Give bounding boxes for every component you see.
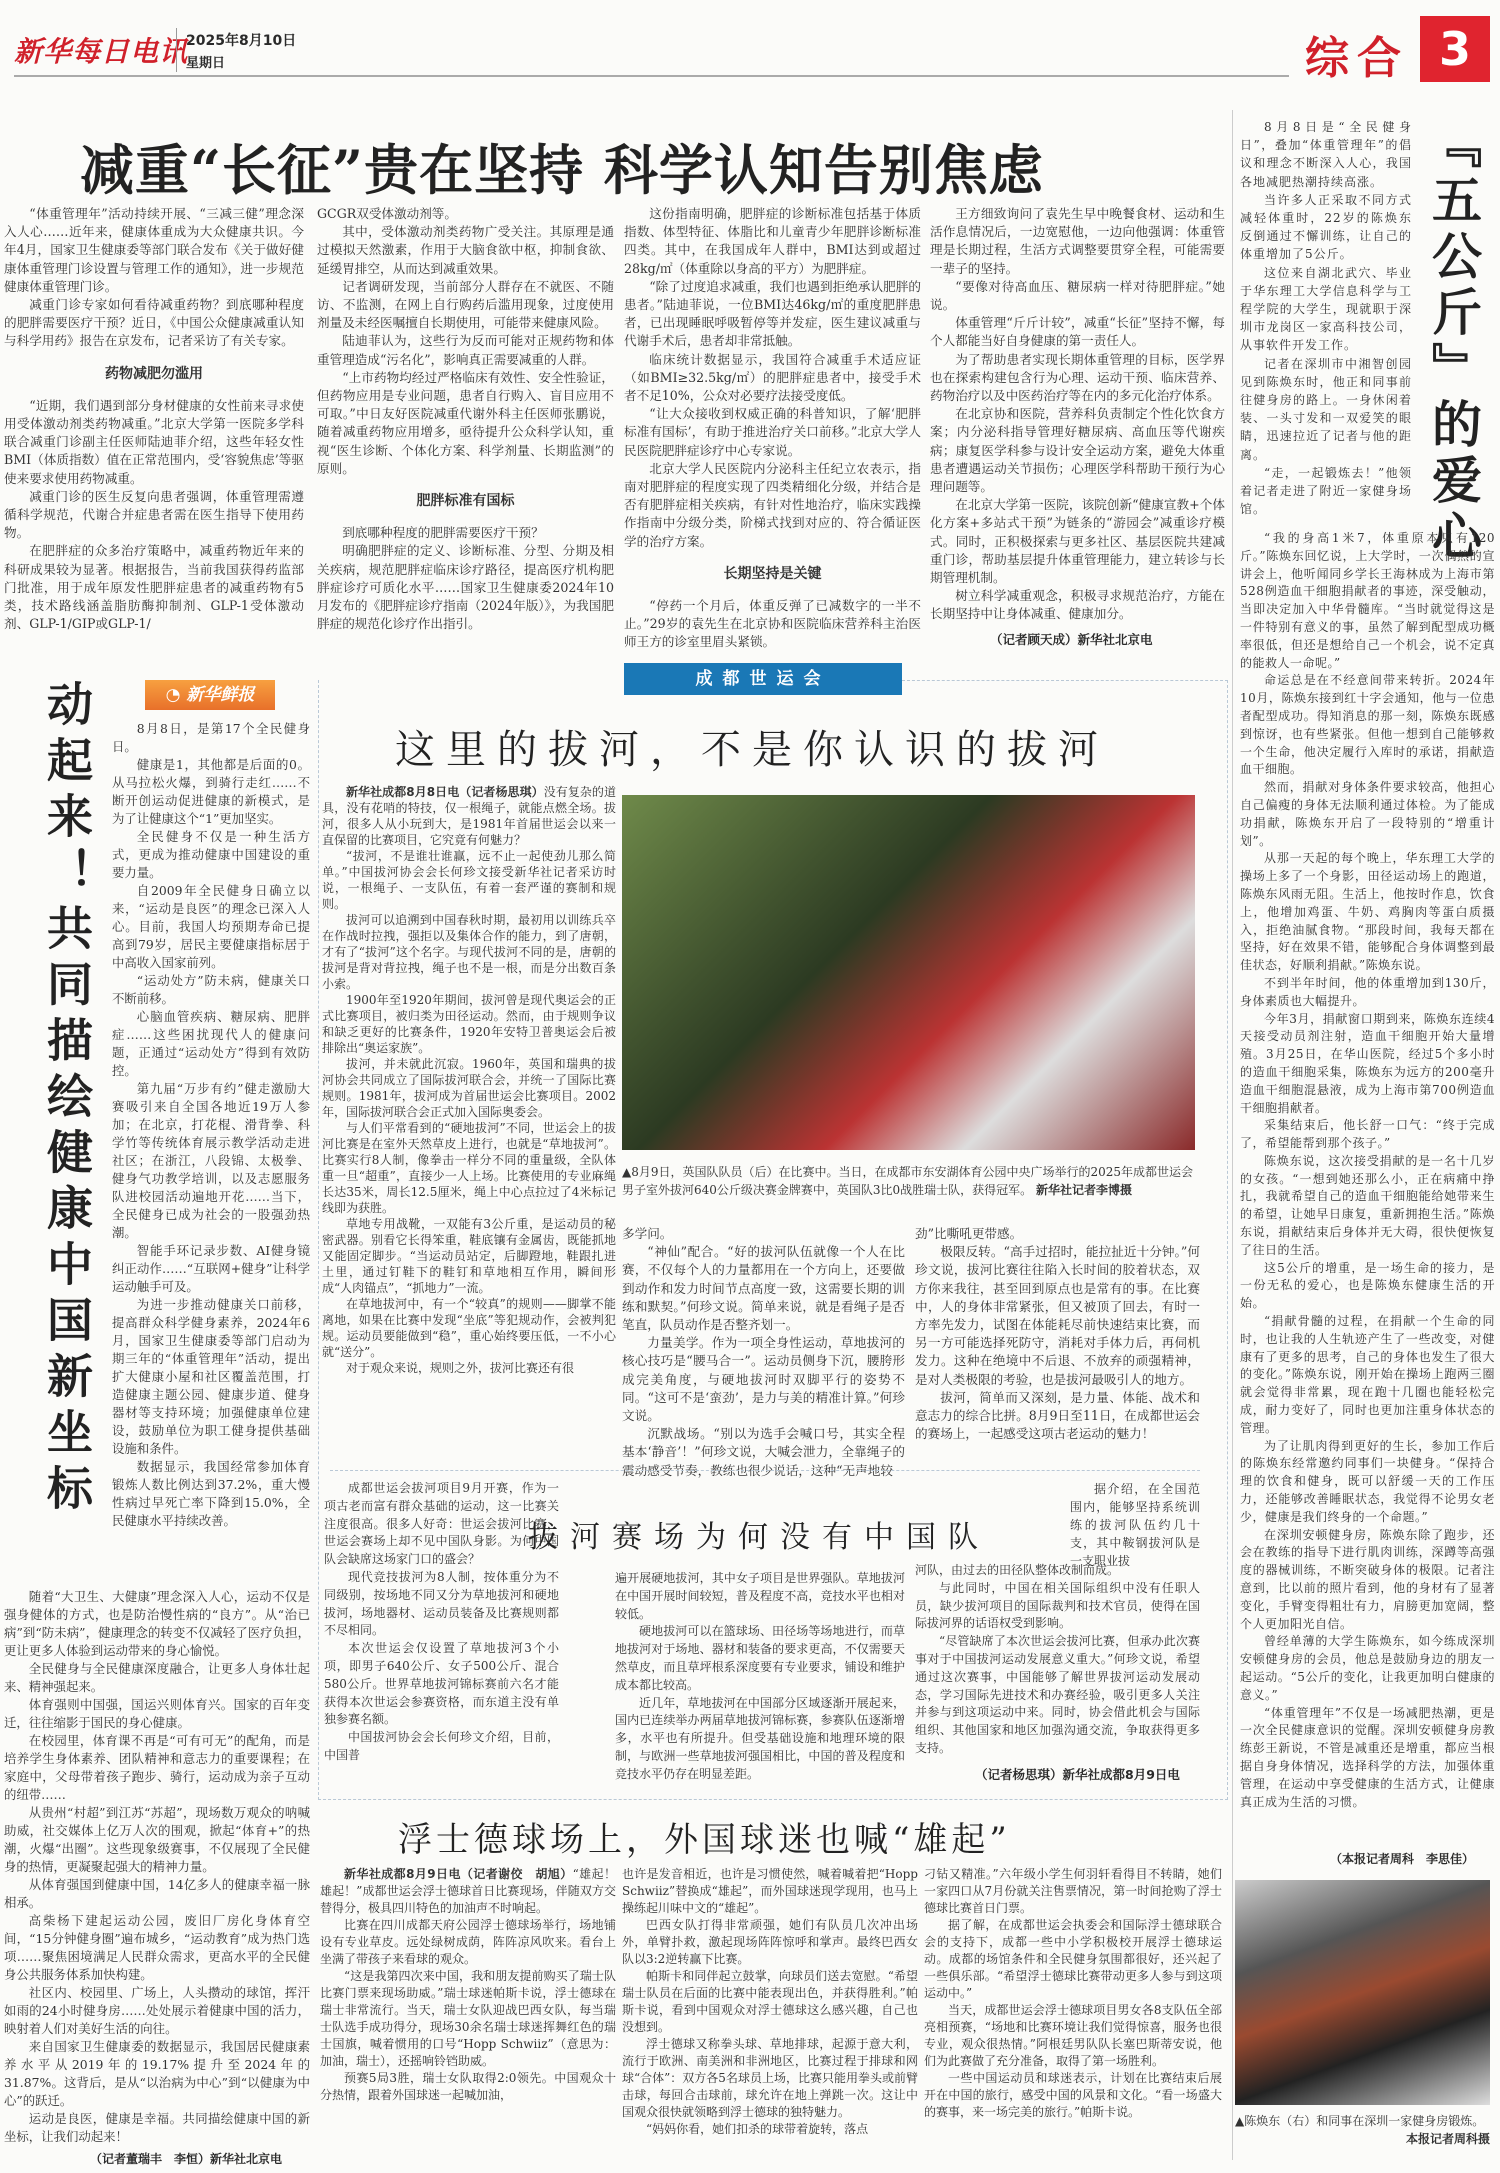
caption-text: ▲陈焕东（右）和同事在深圳一家健身房锻炼。 bbox=[1235, 2114, 1485, 2128]
article-weight-loss-col4 bbox=[930, 205, 1225, 650]
badge-label: 新华鲜报 bbox=[186, 685, 255, 705]
paragraph: 不到半年时间，他的体重增加到130斤，身体素质也大幅提升。 bbox=[1240, 975, 1495, 1008]
paragraph: 体重管理“斤斤计较”，减重“长征”坚持不懈，每个人都能当好自身健康的第一责任人。 bbox=[930, 315, 1225, 349]
subheading: 药物减肥勿滥用 bbox=[105, 365, 203, 382]
paragraph: “要像对待高血压、糖尿病一样对待肥胖症。”她说。 bbox=[930, 278, 1225, 313]
tug-of-war-col2 bbox=[622, 1225, 905, 1478]
paragraph: 多学问。 bbox=[622, 1226, 673, 1241]
paragraph: 到底哪种程度的肥胖需要医疗干预？ bbox=[342, 525, 544, 541]
fistball-col2 bbox=[622, 1866, 918, 2138]
paragraph: 拔河，简单而又深刻，是力量、体能、战术和意志力的综合比拼。8月9日至11日，在成都世运会的赛场上，一起感受这项古老运动的魅力！ bbox=[915, 1389, 1200, 1442]
paragraph: 来自国家卫生健康委的数据显示，我国居民健康素养水平从2019年的19.17%提升至2024年的31.87%。这背后，是从“以治病为中心”到“以健康为中心”的跃迁。 bbox=[4, 2039, 310, 2108]
paragraph: 也许是发音相近，也许是习惯使然，喊着喊着把“Hopp Schwiiz”替换成“雄起”，而外国球迷现学现用，也马上操练起川味中文的“雄起”。 bbox=[622, 1867, 918, 1915]
page-number: 3 bbox=[1420, 16, 1490, 82]
byline: （本报记者周科 李思佳） bbox=[1330, 1852, 1475, 1866]
paragraph: 记者在深圳市中湘智创园见到陈焕东时，他正和同事前往健身房的路上。一身休闲着装、一头寸发和一双爱笑的眼睛，迅速拉近了记者与他的距离。 bbox=[1240, 356, 1412, 462]
paragraph: 其中，受体激动剂类药物广受关注。其原理是通过模拟天然激素，作用于大脑食欲中枢，抑制食欲、延缓胃排空，从而达到减重效果。 bbox=[317, 224, 614, 276]
paragraph: 健康是1，其他都是后面的0。从马拉松火爆，到骑行走红……不断开创运动促进健康的新模式，是为了让健康这个“1”更加坚实。 bbox=[112, 757, 310, 826]
paragraph: “拔河，不是谁壮谁赢，远不止一起使劲儿那么简单。”中国拔河协会会长何珍文接受新华社记者采访时说，一根绳子、一支队伍，有着一套严谨的赛制和规则。 bbox=[322, 849, 616, 911]
paragraph: “体重管理年”活动持续开展、“三减三健”理念深入人心……近年来，健康体重成为大众健康共识。今年4月，国家卫生健康委等部门联合发布《关于做好健康体重管理门诊设置与管理工作的通知》，进一步规范健康体重管理门诊。 bbox=[4, 206, 304, 294]
paragraph: 陈焕东说，这次接受捐献的是一名十几岁的女孩。“一想到她还那么小，正在病痛中挣扎，我就希望自己的造血干细胞能给她带来生的希望，让她早日康复，重新拥抱生活。”陈焕东说，捐献结束后身体并无大碍，很快便恢复了往日的生活。 bbox=[1240, 1153, 1495, 1257]
section-tag: 成都世运会 bbox=[624, 663, 902, 695]
issue-date: 2025年8月10日 bbox=[186, 33, 297, 49]
headline-tug-of-war: 这里的拔河，不是你认识的拔河 bbox=[395, 727, 1109, 773]
paragraph: 力量美学。作为一项全身性运动，草地拔河的核心技巧是“腰马合一”。运动员侧身下沉，腰胯形成完美角度，与硬地拔河时双脚平行的姿势不同。“这可不是‘蛮劲’，是力与美的精准计算。”何珍文说。 bbox=[622, 1335, 905, 1424]
paragraph: 这份指南明确，肥胖症的诊断标准包括基于体质指数、体型特征、体脂比和儿童青少年肥胖诊断标准四类。其中，在我国成年人群中，BMI达到或超过28kg/㎡（体重除以身高的平方）为肥胖症。 bbox=[624, 206, 921, 276]
paragraph: 全民健身与全民健康深度融合，让更多人身体壮起来、精神强起来。 bbox=[4, 1661, 310, 1694]
photo-caption bbox=[622, 1163, 1195, 1199]
subheading: 肥胖标准有国标 bbox=[416, 493, 515, 510]
paragraph: “尽管缺席了本次世运会拔河比赛，但承办此次赛事对于中国拔河运动发展意义重大。”何珍文说，希望通过这次赛事，中国能够了解世界拔河运动发展动态，学习国际先进技术和办赛经验，吸引更多人关注并参与到这项运动中来。同时，协会借此机会与国际组织、其他国家和地区加强沟通交流，争取获得更多支持。 bbox=[915, 1634, 1200, 1755]
paragraph: 为了让肌肉得到更好的生长，参加工作后的陈焕东经常邀约同事们一块健身。“保持合理的饮食和健身，既可以舒缓一天的工作压力，还能够改善睡眠状态，我觉得不论男女老少，健康是我们终身的一个命题。” bbox=[1240, 1438, 1495, 1524]
paragraph: 体育强则中国强，国运兴则体育兴。国家的百年变迁，往往缩影于国民的身心健康。 bbox=[4, 1697, 310, 1730]
paragraph: 一些中国运动员和球迷表示，计划在比赛结束后展开在中国的旅行，感受中国的风景和文化。“看一场盛大的赛事，来一场完美的旅行。”帕斯卡说。 bbox=[924, 2071, 1222, 2119]
paragraph: 命运总是在不经意间带来转折。2024年10月，陈焕东接到红十字会通知，他与一位患者配型成功。得知消息的那一刻，陈焕东既感到惊讶，也有些紧张。但他一想到自己能够救一个生命，他决定履行入库时的承诺，捐献造血干细胞。 bbox=[1240, 673, 1495, 777]
masthead-logo: 新华每日电讯 bbox=[14, 35, 189, 68]
paragraph: 成都世运会拔河项目9月开赛，作为一项古老而富有群众基础的运动，这一比赛关注度很高。很多人好奇：世运会拔河比赛，世运会赛场上却不见中国队身影。为何中国队会缺席这场家门口的盛会？ bbox=[324, 1481, 559, 1567]
paragraph: “体重管理年”不仅是一场减肥热潮，更是一次全民健康意识的觉醒。深圳安顿健身房教练彭王新说，不管是减重还是增重，都应当根据自身身体情况，选择科学的方法，加强体重管理，在运动中享受健康的生活方式，让健康真正成为生活的习惯。 bbox=[1240, 1705, 1495, 1809]
article-weight-loss-col1 bbox=[4, 205, 304, 650]
paragraph: 高柴杨下建起运动公园，废旧厂房化身体育空间，“15分钟健身圈”遍布城乡，“运动教育”成为热门选项……聚焦困境满足人民群众需求，更高水平的全民健身公共服务体系加快构建。 bbox=[4, 1913, 310, 1982]
paragraph: 帕斯卡和同伴起立鼓掌，向球员们送去宽慰。“希望瑞士队员在后面的比赛中能表现出色，并获得胜利。”帕斯卡说，看到中国观众对浮士德球这么感兴趣，自己也没想到。 bbox=[622, 1969, 918, 2034]
paragraph: 减重门诊专家如何看待减重药物？到底哪种程度的肥胖需要医疗干预？近日，《中国公众健康减重认知与科学用药》报告在京发布，记者采访了有关专家。 bbox=[4, 297, 304, 349]
paragraph: 刁钻又精准。”六年级小学生何羽轩看得目不转睛，她们一家四口从7月份就关注售票情况，第一时间抢购了浮士德球比赛首日门票。 bbox=[924, 1867, 1222, 1915]
paragraph: “这是我第四次来中国，我和朋友提前购买了瑞士队比赛门票来现场助威。”瑞士球迷帕斯卡说，浮士德球在瑞士非常流行。当天，瑞士女队迎战巴西女队，每当瑞士队选手成功得分，现场30余名瑞士球迷挥舞红色的瑞士国旗，喊着惯用的口号“Hopp Schwiiz”（意思为：加油，瑞士），还摇响铃铛助威。 bbox=[320, 1969, 616, 2068]
photo-credit: 新华社记者李博摄 bbox=[1036, 1183, 1133, 1197]
side-feature-intro bbox=[1240, 118, 1412, 528]
tug-of-war-col3 bbox=[915, 1225, 1200, 1460]
headline-fistball: 浮士德球场上，外国球迷也喊“雄起” bbox=[398, 1820, 1011, 1860]
paragraph: 劲”比嘶吼更带感。 bbox=[915, 1226, 1023, 1241]
subheading: 长期坚持是关键 bbox=[723, 565, 822, 582]
paragraph: 浮士德球又称拳头球、草地排球，起源于意大利，流行于欧洲、南美洲和非洲地区，比赛过程于排球和网球“合体”：双方各5名球员上场，比赛只能用拳头或前臂击球，每回合击球前，球允许在地上弹跳一次。这让中国观众很快就领略到浮士德球的独特魅力。 bbox=[622, 2037, 918, 2119]
paragraph: 与人们平常看到的“硬地拔河”不同，世运会上的拔河比赛是在室外天然草皮上进行，也就是“草地拔河”。比赛实行8人制，像拳击一样分不同的重量级，全队体重一旦“超重”，直接少一人上场。比赛使用的专业麻绳长达35米，周长12.5厘米，绳上中心点拉过了4米标记线即为获胜。 bbox=[322, 1121, 616, 1215]
paragraph: 8月8日，是第17个全民健身日。 bbox=[112, 721, 310, 754]
paragraph: 明确肥胖症的定义、诊断标准、分型、分期及相关疾病，规范肥胖症临床诊疗路径，提高医疗机构肥胖症诊疗可质化水平……国家卫生健康委2024年10月发布的《肥胖症诊疗指南（2024年版）》，为我国肥胖症的规范化诊疗作出指引。 bbox=[317, 543, 614, 632]
paragraph: 随着“大卫生、大健康”理念深入人心，运动不仅是强身健体的方式，也是防治慢性病的“良方”。从“治已病”到“防未病”，健康理念的转变不仅减轻了医疗负担，更让更多人体验到运动带来的身心愉悦。 bbox=[4, 1589, 310, 1658]
paragraph: “让大众接收到权威正确的科普知识，了解‘肥胖标准有国标’，有助于推进治疗关口前移。”北京大学人民医院肥胖症诊疗中心专家说。 bbox=[624, 406, 921, 458]
paragraph: 近几年，草地拔河在中国部分区域逐渐开展起来，国内已连续举办两届草地拔河锦标赛，参赛队伍逐渐增多，水平也有所提升。但受基础设施和地理环境的限制，与欧洲一些草地拔河强国相比，中国的普及程度和竞技水平仍存在明显差距。 bbox=[615, 1695, 905, 1781]
caption-text: ▲8月9日，英国队队员（后）在比赛中。当日，在成都市东安湖体育公园中央广场举行的2025年成都世运会男子室外拔河640公斤级决赛金牌赛中，英国队3比0战胜瑞士队，获得冠军。 bbox=[622, 1165, 1194, 1197]
paragraph: 在北京大学第一医院，该院创新“健康宣教+个体化方案+多站式干预”为链条的“游园会”减重诊疗模式。同时，正积极探索与更多社区、基层医院共建减重门诊，帮助基层提升体重管理能力，建立转诊与长期管理机制。 bbox=[930, 497, 1225, 586]
article-weight-loss-col3 bbox=[624, 205, 921, 650]
paragraph: 当天，成都世运会浮士德球项目男女各8支队伍全部亮相预赛，“场地和比赛环境让我们觉得惊喜，服务也很专业，观众很热情。”阿根廷男队队长塞巴斯蒂安说，他们为此赛做了充分准备，取得了第一场胜利。 bbox=[924, 2003, 1222, 2068]
paragraph: “近期，我们遇到部分身材健康的女性前来寻求使用受体激动剂类药物减重。”北京大学第一医院多学科联合减重门诊副主任医师陆迪菲介绍，这些年轻女性BMI（体质指数）值在正常范围内，受‘容貌焦虑’等驱使来要求使用药物减重。 bbox=[4, 397, 304, 486]
paragraph: 沉默战场。“别以为选手会喊口号，其实全程基本‘静音’！”何珍文说，大喊会泄力，全靠绳子的震动感受节奏，教练也很少说话，这种“无声地较 bbox=[622, 1426, 905, 1478]
paragraph: “除了过度追求减重，我们也遇到拒绝承认肥胖的患者。”陆迪菲说，一位BMI达46kg/㎡的重度肥胖患者，已出现睡眠呼吸暂停等并发症，医生建议减重与代谢手术后，患者却非常抵触。 bbox=[624, 278, 921, 349]
paragraph: “捐献骨髓的过程，在捐献一个生命的同时，也让我的人生轨迹产生了一些改变，对健康有了更多的思考，自己的身体也发生了很大的变化。”陈焕东说，刚开始在操场上跑两三圈就会觉得非常累，现在跑十几圈也能轻松完成，耐力变好了，同时也更加注重身体状态的管理。 bbox=[1240, 1314, 1495, 1435]
why-no-china-col1 bbox=[615, 1570, 905, 1785]
commentary-body-cont bbox=[4, 1588, 310, 2148]
paragraph: 新华社成都8月8日电（记者杨思琪）没有复杂的道具，没有花哨的特技，仅一根绳子，就能点燃全场。拔河，很多人从小玩到大，是1981年首届世运会以来一直保留的比赛项目，它究竟有何魅力？ bbox=[322, 785, 616, 847]
paragraph: 现代竞技拔河为8人制，按体重分为不同级别，按场地不同又分为草地拔河和硬地拔河，场地器材、运动员装备及比赛规则都不尽相同。 bbox=[324, 1569, 559, 1638]
paragraph: 在草地拔河中，有一个“较真”的规则——脚掌不能离地，如果在比赛中发现“坐底”等犯规动作，会被判犯规。运动员要能做到“稳”，重心始终要压低，一不小心就“送分”。 bbox=[322, 1297, 616, 1359]
why-no-china-aside: 据介绍，在全国范围内，能够坚持系统训练的拔河队伍约几十支，其中鞍钢拔河队是一支职业拔 bbox=[1070, 1482, 1200, 1568]
paragraph: 全民健身不仅是一种生活方式，更成为推动健康中国建设的重要力量。 bbox=[112, 829, 310, 880]
paragraph: 从贵州“村超”到江苏“苏超”，现场数万观众的呐喊助威，社交媒体上亿万人次的围观，掀起“体育+”的热潮，火爆“出圈”。这些现象级赛事，不仅展现了全民健身的热情，更凝聚起强大的精神力量。 bbox=[4, 1805, 310, 1874]
headline-why-no-china: 拔河赛场为何没有中国队 bbox=[528, 1520, 990, 1555]
tug-of-war-col1 bbox=[322, 784, 616, 1376]
paragraph: 在校园里，体育课不再是“可有可无”的配角，而是培养学生身体素养、团队精神和意志力的重要课程；在家庭中，父母带着孩子跑步、骑行，运动成为亲子互动的纽带…… bbox=[4, 1733, 310, 1802]
paragraph: 然而，捐献对身体条件要求较高，他担心自己偏瘦的身体无法顺利通过体检。为了能成功捐献，陈焕东开启了一段特别的“增重计划”。 bbox=[1240, 780, 1495, 848]
paragraph: 遍开展硬地拔河，其中女子项目是世界强队。草地拔河在中国开展时间较短，普及程度不高，竞技水平也相对较低。 bbox=[615, 1571, 905, 1621]
paragraph: 智能手环记录步数、AI健身镜纠正动作……“互联网+健身”让科学运动触手可及。 bbox=[112, 1243, 310, 1294]
paragraph: 8月8日是“全民健身日”，叠加“体重管理年”的倡议和理念不断深入人心，我国各地减肥热潮持续高涨。 bbox=[1240, 120, 1412, 189]
paragraph: 硬地拔河可以在篮球场、田径场等场地进行，而草地拔河对于场地、器材和装备的要求更高，不仅需要天然草皮，而且草坪根系深度要有专业要求，铺设和维护成本都比较高。 bbox=[615, 1624, 905, 1692]
paragraph: 树立科学减重观念，积极寻求规范治疗，方能在长期坚持中让身体减重、健康加分。 bbox=[930, 588, 1225, 622]
article-weight-loss-col2 bbox=[317, 205, 614, 650]
paragraph: 为了帮助患者实现长期体重管理的目标，医学界也在探索构建包含行为心理、运动干预、临床营养、药物治疗以及中医药治疗等在内的多元化治疗体系。 bbox=[930, 351, 1225, 404]
why-no-china-col2 bbox=[915, 1562, 1200, 1762]
paragraph: “运动处方”防未病，健康关口不断前移。 bbox=[112, 973, 310, 1006]
paragraph: “我的身高1米7，体重原本只有120斤。”陈焕东回忆说，上大学时，一次偶然的宣讲会上，他听闻同乡学长王海林成为上海市第528例造血干细胞捐献者的事迹，深受触动，当即决定加入中华骨髓库。“当时就觉得这是一件特别有意义的事，虽然了解到配型成功概率很低，但还是想给自己一个机会，说不定真的能救人一命呢。” bbox=[1240, 531, 1495, 670]
paragraph: 拔河可以追溯到中国春秋时期，最初用以训练兵卒在作战时拉拽，强拒以及集体合作的能力，到了唐朝，才有了“拔河”这个名字。与现代拔河不同的是，唐朝的拔河是背对背拉拽，绳子也不是一根，而是分出数百条小索。 bbox=[322, 913, 616, 991]
paragraph: 北京大学人民医院内分泌科主任纪立农表示，指南对肥胖症的程度实现了四类精细化分级，并结合是否有肥胖症相关疾病，有针对性地治疗，临床实践操作指南中分级分类，阶梯式找到对应的、符合循证医学的治疗方案。 bbox=[624, 460, 921, 549]
paragraph: 临床统计数据显示，我国符合减重手术适应证（如BMI≥32.5kg/㎡）的肥胖症患者中，接受手术者不足10%，公众对必要疗法接受度低。 bbox=[624, 351, 921, 404]
paragraph: 王方细致询问了袁先生早中晚餐食材、运动和生活作息情况后，一边宽慰他，一边向他强调：体重管理是长期过程，生活方式调整要贯穿全程，可能需要一辈子的坚持。 bbox=[930, 206, 1225, 276]
paragraph: 1900年至1920年期间，拔河曾是现代奥运会的正式比赛项目，被归类为田径运动。然而，由于规则争议和缺乏更好的比赛条件，1920年安特卫普奥运会后被排除出“奥运家族”。 bbox=[322, 993, 616, 1055]
paragraph: 草地专用战靴，一双能有3公斤重，是运动员的秘密武器。别看它长得笨重，鞋底镶有金属齿，既能抓地又能固定脚步。“当运动员站定，后脚蹬地，鞋跟扎进土里，通过钉鞋下的鞋钉和草地相互作用，瞬间形成“人肉锚点”，“抓地力”一流。 bbox=[322, 1217, 616, 1295]
byline: （记者杨思琪）新华社成都8月9日电 bbox=[975, 1767, 1180, 1782]
paragraph: 对于观众来说，规则之外，拔河比赛还有很 bbox=[346, 1361, 575, 1375]
paragraph: “停药一个月后，体重反弹了已减数字的一半不止。”29岁的袁先生在北京协和医院临床营养科主治医师王方的诊室里眉头紧锁。 bbox=[624, 598, 921, 650]
paragraph: 曾经单薄的大学生陈焕东，如今练成深圳安顿健身房的会员，他总是鼓励身边的朋友一起运动。“5公斤的变化，让我更加明白健康的意义。” bbox=[1240, 1634, 1495, 1702]
paragraph: 采集结束后，他长舒一口气：“终于完成了，希望能帮到那个孩子。” bbox=[1240, 1118, 1495, 1151]
paragraph: 极限反转。“高手过招时，能拉扯近十分钟。”何珍文说，拔河比赛往往陷入长时间的胶着状态，双方你来我往，甚至回到原点也是常有的事。在比赛中，人的身体非常紧张，但又被顶了回去，有时一方率先发力，试图在体能耗尽前快速结束比赛，而另一方可能选择死防守，消耗对手体力后，再伺机发力。这种在绝境中不后退、不放弃的顽强精神，是对人类极限的考验，也是拔河最吸引人的地方。 bbox=[915, 1244, 1200, 1387]
headline-weight-loss: 减重“长征”贵在坚持 科学认知告别焦虑 bbox=[80, 138, 1044, 202]
fistball-col3 bbox=[924, 1866, 1222, 2121]
commentary-title: 动起来！共同描绘健康中国新坐标 bbox=[40, 680, 94, 1520]
why-no-china-intro bbox=[324, 1480, 559, 1780]
magnifier-icon: ◔ bbox=[165, 685, 187, 705]
paragraph: 中国拔河协会会长何珍文介绍，目前，中国普 bbox=[324, 1730, 559, 1762]
tug-of-war-photo bbox=[622, 795, 1195, 1150]
paragraph: 社区内、校园里、广场上，人头攒动的球馆，挥汗如雨的24小时健身房……处处展示着健康中国的活力，映射着人们对美好生活的向往。 bbox=[4, 1985, 310, 2036]
paragraph: 这5公斤的增重，是一场生命的接力，是一份无私的爱心，也是陈焕东健康生活的开始。 bbox=[1240, 1260, 1495, 1311]
xinhua-badge bbox=[145, 680, 275, 710]
section-name: 综合 bbox=[1305, 33, 1409, 84]
paragraph: “上市药物均经过严格临床有效性、安全性验证，但药物应用是专业问题，患者自行购入、盲目应用不可取。”中日友好医院减重代谢外科主任医师张鹏说，随着减重药物应用增多，亟待提升公众科学认知，重视“医生诊断、个体化方案、科学剂量、长期监测”的原则。 bbox=[317, 369, 614, 476]
paragraph: 陆迪菲认为，这些行为反而可能对正规药物和体重管理造成“污名化”，影响真正需要减重的人群。 bbox=[317, 333, 614, 367]
byline: （记者顾天成）新华社北京电 bbox=[990, 632, 1153, 647]
fistball-col1 bbox=[320, 1866, 616, 2104]
paragraph: “神仙”配合。“好的拔河队伍就像一个人在比赛，不仅每个人的力量都用在一个方向上，还要做到动作和发力时间节点高度一致，这需要长期的训练和默契。”何珍文说。简单来说，就是看绳子是否笔直，队员动作是否整齐划一。 bbox=[622, 1244, 905, 1333]
paragraph: “妈妈你看，她们扣杀的球带着旋转，落点 bbox=[646, 2122, 869, 2136]
paragraph: “走，一起锻炼去！”他领着记者走进了附近一家健身场馆。 bbox=[1240, 465, 1412, 517]
photo-credit: 本报记者周科摄 bbox=[1405, 2132, 1490, 2146]
paragraph: 在北京协和医院，营养科负责制定个性化饮食方案；内分泌科指导管理好糖尿病、高血压等代谢疾病；康复医学科参与设计安全运动方案，避免大体重患者遭遇运动关节损伤；心理医学科帮助干预行为心理问题等。 bbox=[930, 406, 1225, 495]
paragraph: 减重门诊的医生反复向患者强调，体重管理需遵循科学规范，代谢合并症患者需在医生指导下使用药物。 bbox=[4, 488, 304, 541]
paragraph: 本次世运会仅设置了草地拔河3个小项，即男子640公斤、女子500公斤、混合580公斤。世界草地拔河锦标赛前六名才能获得本次世运会参赛资格，而东道主没有单独参赛名额。 bbox=[324, 1641, 559, 1727]
paragraph: 记者调研发现，当前部分人群存在不就医、不随访、不监测，在网上自行购药后滥用现象，过度使用剂量及未经医嘱擅自长期使用，可能带来健康风险。 bbox=[317, 278, 614, 331]
side-feature-body bbox=[1240, 530, 1495, 1850]
byline: （记者董瑞丰 李恒）新华社北京电 bbox=[90, 2152, 283, 2166]
paragraph: 与此同时，中国在相关国际组织中没有任职人员，缺少拔河项目的国际裁判和技术官员，使得在国际拔河界的话语权受到影响。 bbox=[915, 1580, 1200, 1631]
paragraph: GCGR双受体激动剂等。 bbox=[317, 206, 457, 221]
paragraph: 巴西女队打得非常顽强，她们有队员几次冲出场外，单臂扑救，激起现场阵阵惊呼和掌声。最终巴西女队以3:2逆转赢下比赛。 bbox=[622, 1918, 918, 1966]
issue-weekday: 星期日 bbox=[186, 56, 226, 71]
paragraph: 从体育强国到健康中国，14亿多人的健康幸福一脉相承。 bbox=[4, 1877, 310, 1910]
paragraph: 拔河，并未就此沉寂。1960年，英国和瑞典的拔河协会共同成立了国际拔河联合会，并统一了国际比赛规则。1981年，拔河成为首届世运会比赛项目。2002年，国际拔河联合会正式加入国际奥委会。 bbox=[322, 1057, 616, 1119]
paragraph: 运动是良医，健康是幸福。共同描绘健康中国的新坐标，让我们动起来！ bbox=[4, 2111, 310, 2144]
paragraph: 据了解，在成都世运会执委会和国际浮士德球联合会的支持下，成都一些中小学积极校开展浮士德球运动。成都的场馆条件和全民健身氛围都很好，还兴起了一些俱乐部。“希望浮士德球比赛带动更多人参与到这项运动中。” bbox=[924, 1918, 1222, 2000]
paragraph: 新华社成都8月9日电（记者谢佼 胡旭）“雄起！雄起！”成都世运会浮士德球首日比赛现场，伴随双方交替得分，极具四川特色的加油声不时响起。 bbox=[320, 1867, 616, 1915]
side-feature-title: 『五公斤』的爱心 bbox=[1424, 118, 1483, 566]
paragraph: 在深圳安顿健身房，陈焕东除了跑步，还会在教练的指导下进行肌肉训练，深蹲等高强度的器械训练，不断突破身体的极限。记者注意到，比以前的照片看到，他的身材有了显著变化，手臂变得粗壮有力，肩膀更加宽阔，整个人更加阳光自信。 bbox=[1240, 1527, 1495, 1631]
paragraph: 在肥胖症的众多治疗策略中，减重药物近年来的科研成果较为显著。根据报告，当前我国获得药监部门批准，用于成年原发性肥胖症患者的减重药物有5类，技术路线涵盖脂肪酶抑制剂、GLP-1受体激动剂、GLP-1/GIP或GLP-1/ bbox=[4, 543, 304, 632]
paragraph: 数据显示，我国经常参加体育锻炼人数比例达到37.2%，重大慢性病过早死亡率下降到15.0%，全民健康水平持续改善。 bbox=[112, 1459, 310, 1528]
paragraph: 自2009年全民健身日确立以来，“运动是良医”的理念已深入人心。目前，我国人均预期寿命已提高到79岁，居民主要健康指标居于中高收入国家前列。 bbox=[112, 883, 310, 970]
gym-photo bbox=[1235, 1880, 1490, 2105]
paragraph: 心脑血管疾病、糖尿病、肥胖症……这些困扰现代人的健康问题，正通过“运动处方”得到有效防控。 bbox=[112, 1009, 310, 1078]
paragraph: 当许多人正采取不同方式减轻体重时，22岁的陈焕东反倒通过不懈训练，让自己的体重增加了5公斤。 bbox=[1240, 192, 1412, 262]
paragraph: 第九届“万步有约”健走激励大赛吸引来自全国各地近19万人参加；在北京，打花棍、滑背拳、科学竹等传统体育展示教学活动走进社区；在浙江，八段锦、太极拳、健身气功教学培训，以及志愿服务队进校园活动遍地开花……当下，全民健身已成为社会的一股强劲热潮。 bbox=[112, 1081, 310, 1240]
paragraph: 比赛在四川成都天府公园浮士德球场举行，场地铺设有专业草皮。远处绿树成荫，阵阵凉风吹来。看台上坐满了带孩子来看球的观众。 bbox=[320, 1918, 616, 1966]
paragraph: 为进一步推动健康关口前移，提高群众科学健身素养，2024年6月，国家卫生健康委等部门启动为期三年的“体重管理年”活动，提出扩大健康小屋和社区覆盖范围，打造健康主题公园、健康步道、健身器材等支持环境；加强健康单位建设，鼓励单位为职工健身提供基础设施和条件。 bbox=[112, 1297, 310, 1456]
photo-caption bbox=[1235, 2112, 1490, 2148]
paragraph: 今年3月，捐献窗口期到来，陈焕东连续4天接受动员剂注射，造血干细胞开始大量增殖。3月25日，在华山医院，经过5个多小时的造血干细胞采集，陈焕东为远方的200毫升造血干细胞混悬液，成为上海市第700例造血干细胞捐献者。 bbox=[1240, 1011, 1495, 1115]
paragraph: 这位来自湖北武穴、毕业于华东理工大学信息科学与工程学院的大学生，现就职于深圳市龙岗区一家高科技公司，从事软件开发工作。 bbox=[1240, 265, 1412, 353]
paragraph: 预赛5局3胜，瑞士女队取得2:0领先。中国观众十分热情，跟着外国球迷一起喊加油， bbox=[320, 2071, 616, 2102]
paragraph: 从那一天起的每个晚上，华东理工大学的操场上多了一个身影，田径运动场上的跑道，陈焕东风雨无阻。生活上，他按时作息，饮食上，他增加鸡蛋、牛奶、鸡胸肉等蛋白质摄入，拒绝油腻食物。“那段时间，我每天都在坚持，好在效果不错，能够配合身体调整到最佳状态，好顺利捐献。”陈焕东说。 bbox=[1240, 851, 1495, 973]
paragraph: 河队，由过去的田径队整体改制而成。 bbox=[915, 1563, 1120, 1577]
